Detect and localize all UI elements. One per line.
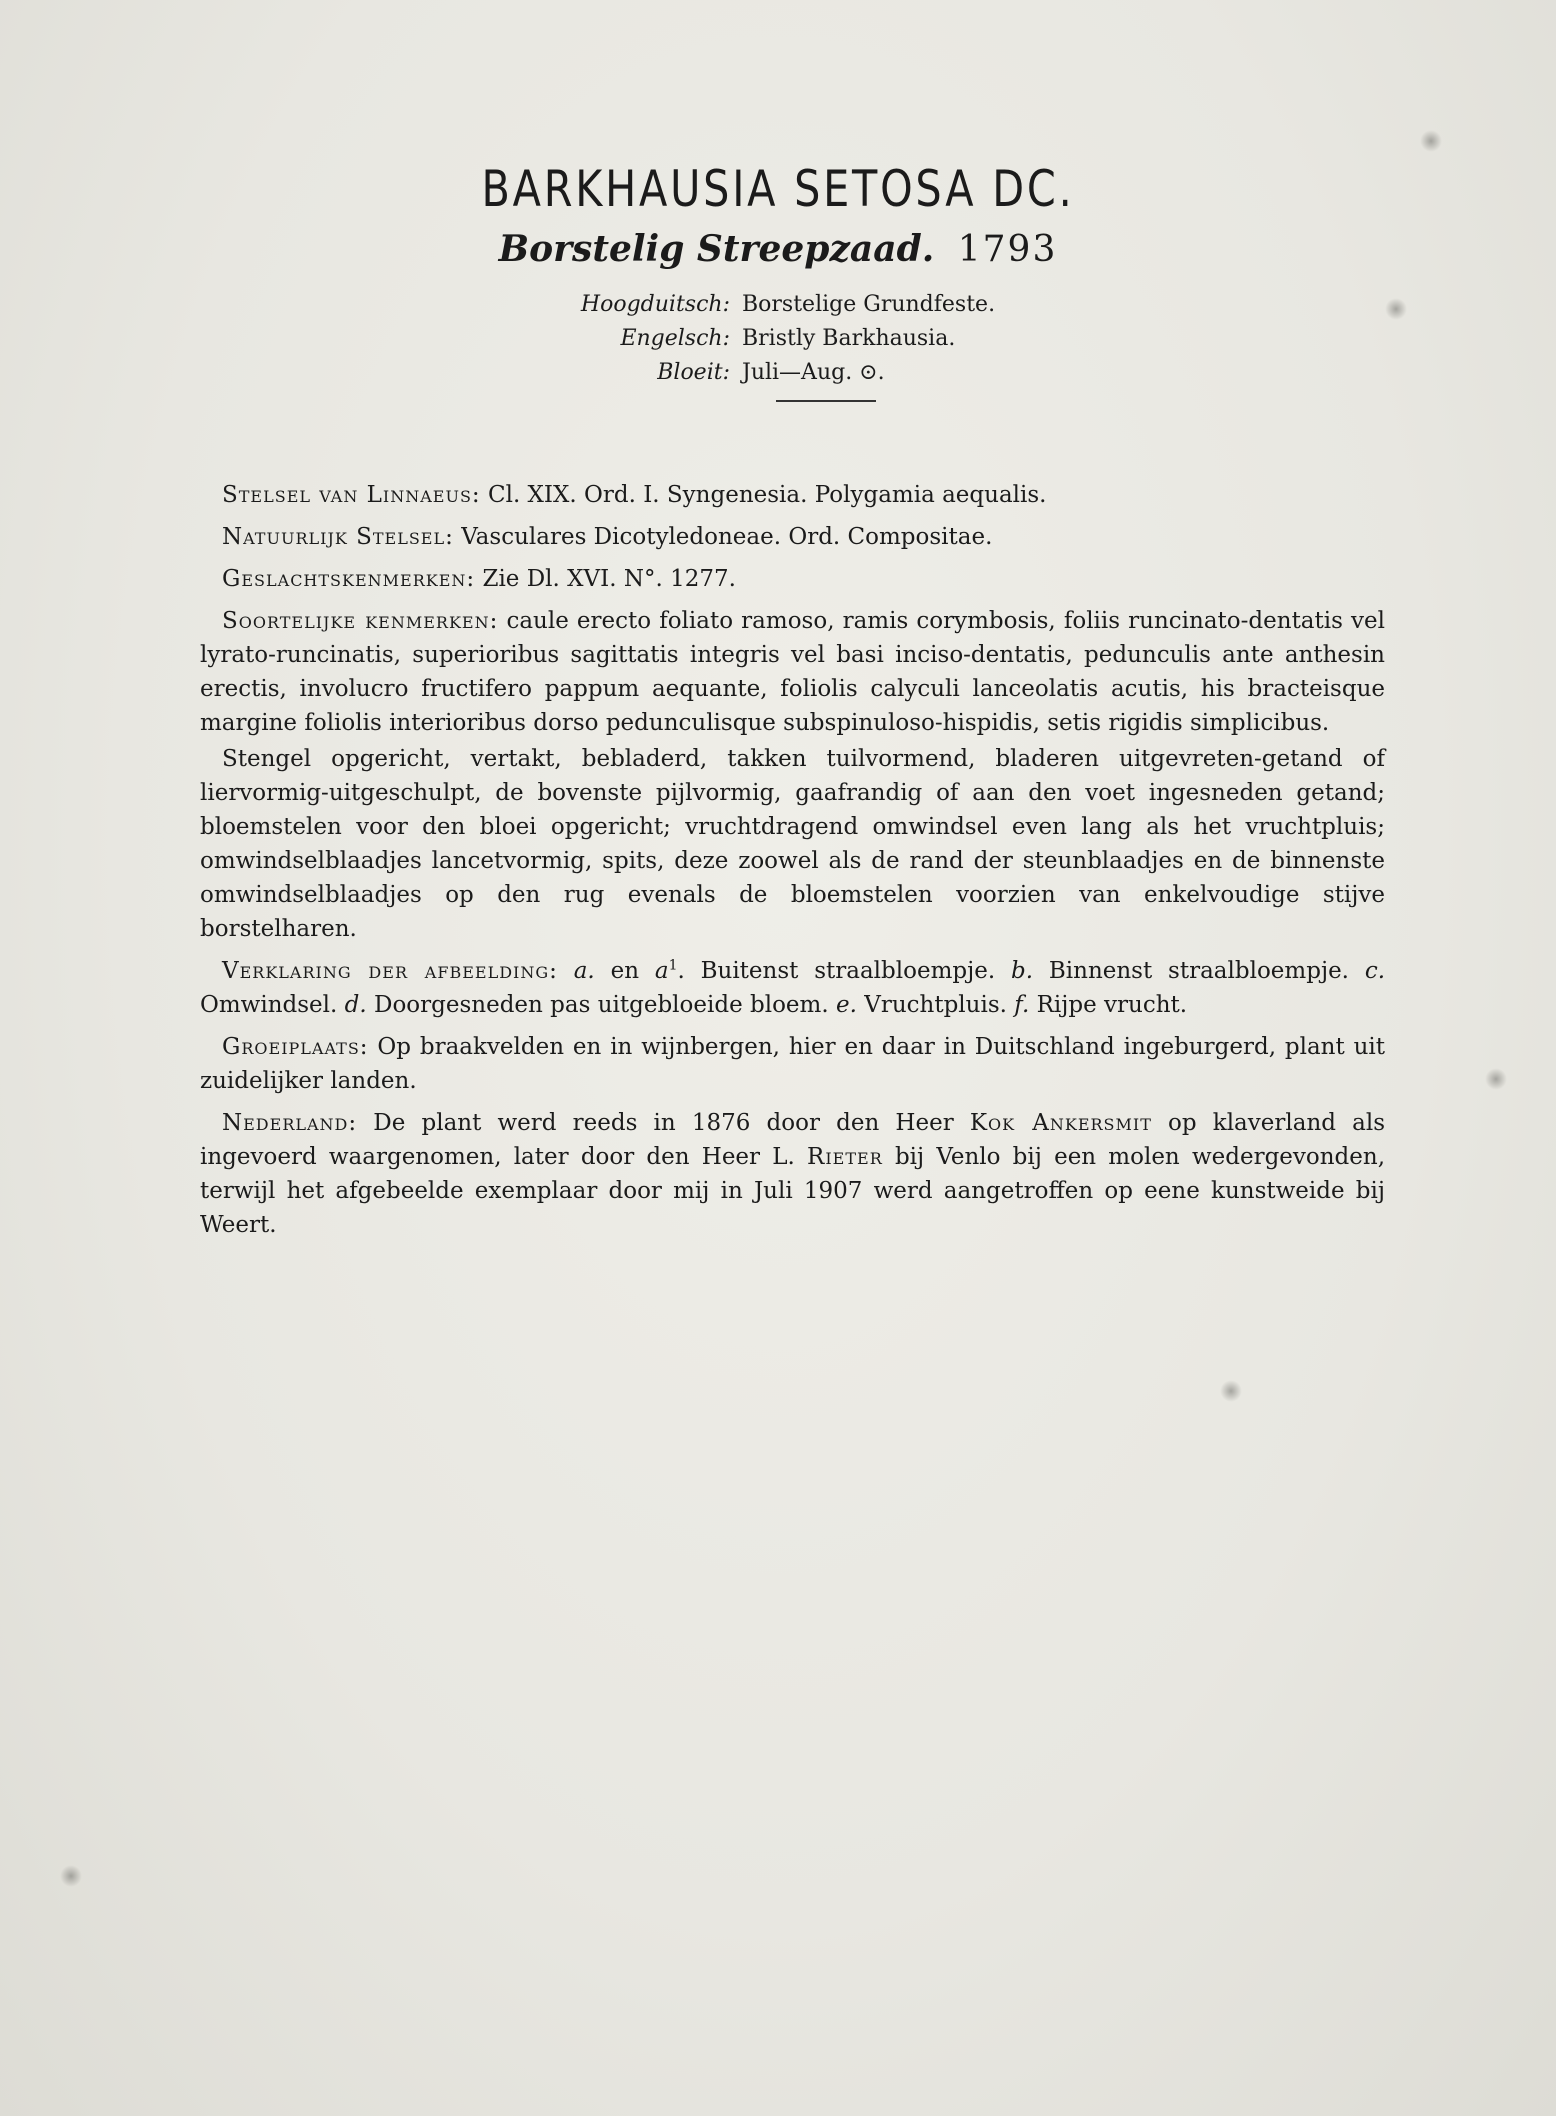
- page-title: BARKHAUSIA SETOSA DC.: [481, 160, 1075, 218]
- person-name: Kok Ankersmit: [969, 1110, 1152, 1136]
- superscript: 1: [668, 957, 678, 974]
- name-row: [470, 356, 1170, 390]
- section-text: Cl. XIX. Ord. I. Syngenesia. Polygamia aequalis.: [487, 482, 1047, 508]
- paper-spot: [1420, 130, 1442, 152]
- section-text: bij Venlo bij een molen wedergevonden, terwijl het afgebeelde exemplaar door mij in Juli 1907 werd aangetroffen op eene kunstweide bij Weert.: [200, 1144, 1386, 1238]
- section-label: Geslachtskenmerken:: [222, 566, 476, 592]
- figure-key: a.: [573, 958, 595, 984]
- dutch-name: Borstelig Streepzaad.: [498, 228, 935, 270]
- figure-text: Binnenst straalbloempje.: [1048, 958, 1349, 984]
- name-label: Hoogduitsch:: [580, 292, 730, 317]
- figure-text: Rijpe vrucht.: [1036, 992, 1188, 1018]
- section-label: Nederland:: [222, 1110, 358, 1136]
- figure-key: e.: [835, 992, 857, 1018]
- section-label: Verklaring der afbeelding:: [222, 958, 558, 984]
- figure-text: Omwindsel.: [200, 992, 338, 1018]
- name-row: [470, 322, 1170, 356]
- name-value: Bristly Barkhausia.: [742, 326, 956, 351]
- section-natuurlijk: [200, 520, 1385, 554]
- section-label: Soortelijke kenmerken:: [222, 608, 499, 634]
- figure-key: f.: [1014, 992, 1030, 1018]
- plate-number: 1793: [957, 229, 1058, 270]
- name-value: Borstelige Grundfeste.: [742, 292, 996, 317]
- section-soort: [200, 604, 1385, 740]
- section-text: Vasculares Dicotyledoneae. Ord. Compositae.: [461, 524, 993, 550]
- section-linnaeus: [200, 478, 1385, 512]
- paper-spot: [1485, 1068, 1507, 1090]
- name-row: [470, 288, 1170, 322]
- figure-text: Doorgesneden pas uitgebloeide bloem.: [374, 992, 829, 1018]
- paper-spot: [1220, 1380, 1242, 1402]
- section-text: Zie Dl. XVI. N°. 1277.: [482, 566, 736, 592]
- name-label: Bloeit:: [657, 360, 730, 385]
- section-groeiplaats: [200, 1030, 1385, 1098]
- section-text: De plant werd reeds in 1876 door den Heer: [373, 1110, 954, 1136]
- section-stengel: Stengel opgericht, vertakt, bebladerd, takken tuilvormend, bladeren uitgevreten-getand of liervormig-uitgeschulpt, de bovenste pijlvormig, gaafrandig of aan den voet ingesneden getand; bloemstelen voor den bloei opgericht; vruchtdragend omwindsel even lang als het vruchtpluis; omwindselblaadjes lancetvormig, spits, deze zoowel als de rand der steunblaadjes en de binnenste omwindselblaadjes op den rug evenals de bloemstelen voorzien van enkelvoudige stijve borstelharen.: [200, 746, 1385, 942]
- section-nederland: [200, 1106, 1385, 1242]
- paper-spot: [1385, 298, 1407, 320]
- paper-spot: [60, 1865, 82, 1887]
- divider: [776, 400, 876, 402]
- figure-text: Vruchtpluis.: [864, 992, 1007, 1018]
- common-names: [470, 288, 1170, 390]
- section-verklaring: [200, 954, 1385, 1022]
- name-value: Juli—Aug. ⊙.: [742, 360, 885, 385]
- connector: en: [610, 958, 640, 984]
- description: [200, 478, 1385, 1250]
- section-label: Groeiplaats:: [222, 1034, 369, 1060]
- person-name: Rieter: [807, 1144, 883, 1170]
- section-text: caule erecto foliato ramoso, ramis corymbosis, foliis runcinato-dentatis vel lyrato-runcinatis, superioribus sagittatis integris vel basi inciso-dentatis, pedunculis ante anthesin erectis, involucro fructifero pappum aequante, foliolis calyculi lanceolatis acutis, his bracteisque margine foliolis interioribus dorso pedunculisque subspinuloso-hispidis, setis rigidis simplicibus.: [200, 608, 1385, 736]
- section-text: Op braakvelden en in wijnbergen, hier en daar in Duitschland ingeburgerd, plant uit zuidelijker landen.: [200, 1034, 1386, 1094]
- section-text: op klaverland als ingevoerd waargenomen, later door den Heer L.: [200, 1110, 1386, 1170]
- subtitle: [0, 228, 1556, 270]
- figure-key: a: [654, 958, 669, 984]
- section-label: Stelsel van Linnaeus:: [222, 482, 481, 508]
- figure-key: c.: [1364, 958, 1386, 984]
- section-geslacht: [200, 562, 1385, 596]
- name-label: Engelsch:: [620, 326, 730, 351]
- section-label: Natuurlijk Stelsel:: [222, 524, 454, 550]
- figure-key: b.: [1011, 958, 1034, 984]
- figure-text: . Buitenst straalbloempje.: [677, 958, 996, 984]
- figure-key: d.: [344, 992, 367, 1018]
